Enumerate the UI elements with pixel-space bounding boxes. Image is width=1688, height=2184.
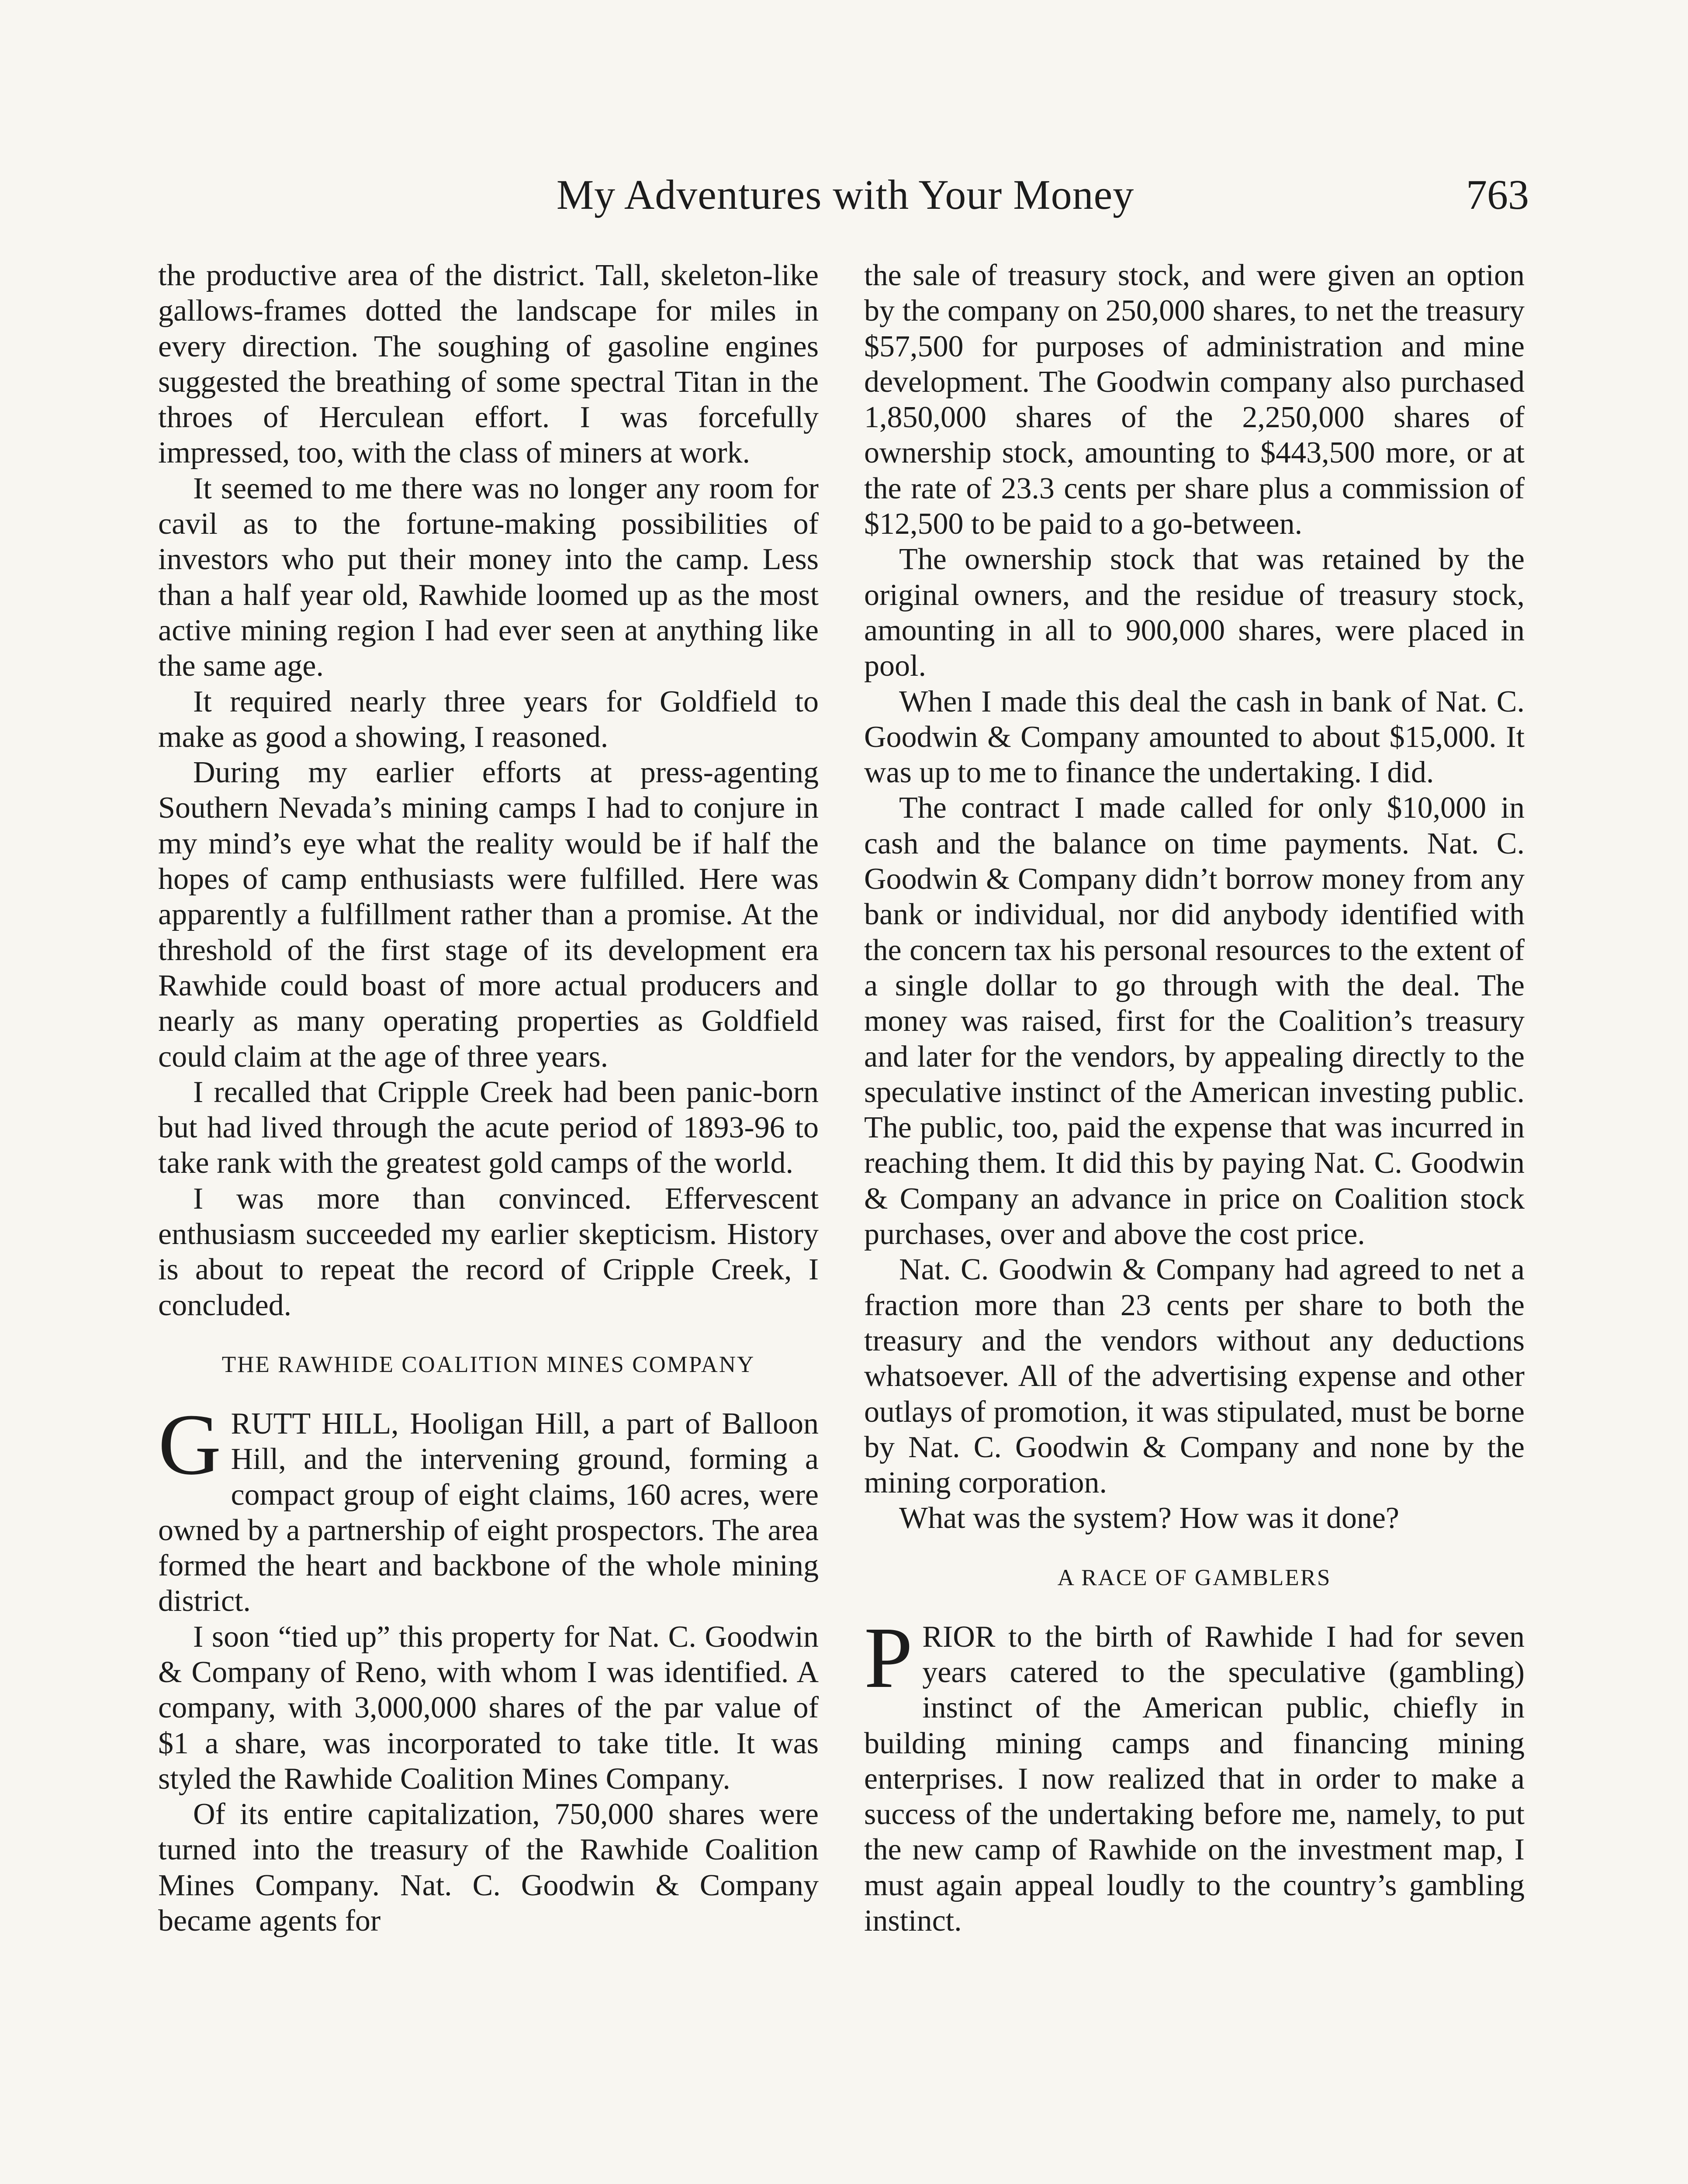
running-title: My Adventures with Your Money bbox=[556, 171, 1135, 218]
drop-cap: G bbox=[158, 1396, 221, 1493]
paragraph: What was the system? How was it done? bbox=[899, 1501, 1399, 1535]
paragraph: During my earlier efforts at press-agenting Southern Nevada’s mining camps I had to conjure in my mind’s eye what the reality would be if half the hopes of camp enthusiasts were fulfilled. Here was apparently a fulfillment rather than a promise. At the threshold of the first stage of its development era Rawhide could boast of more actual producers and nearly as many operating properties as Goldfield could claim at the age of three years. bbox=[158, 756, 819, 1074]
paragraph: It required nearly three years for Goldfield to make as good a showing, I reasoned. bbox=[158, 684, 819, 754]
running-header bbox=[162, 170, 1529, 227]
paragraph: The ownership stock that was retained by the original owners, and the residue of treasury stock, amounting in all to 900,000 shares, were placed in pool. bbox=[864, 543, 1525, 683]
section-heading: THE RAWHIDE COALITION MINES COMPANY bbox=[221, 1351, 755, 1377]
right-column bbox=[864, 258, 1525, 1939]
paragraph: I was more than convinced. Effervescent enthusiasm succeeded my earlier skepticism. History is about to repeat the record of Cripple Creek, I concluded. bbox=[158, 1182, 819, 1322]
paragraph bbox=[864, 1609, 1525, 1939]
paragraph: I recalled that Cripple Creek had been panic-born but had lived through the acute period of 1893-96 to take rank with the greatest gold camps of the world. bbox=[158, 1075, 819, 1180]
paragraph-text: RUTT HILL, Hooligan Hill, a part of Balloon Hill, and the intervening ground, forming a compact group of eight claims, 160 acres, were owned by a partnership of eight prospectors. The area formed the heart and backbone of the whole mining district. bbox=[158, 1406, 819, 1618]
section-heading: A RACE OF GAMBLERS bbox=[1057, 1565, 1332, 1590]
paragraph: When I made this deal the cash in bank of Nat. C. Goodwin & Company amounted to about $15,000. It was up to me to finance the undertaking. I did. bbox=[864, 684, 1525, 790]
paragraph: Of its entire capitalization, 750,000 shares were turned into the treasury of the Rawhide Coalition Mines Company. Nat. C. Goodwin & Company became agents for bbox=[158, 1797, 819, 1938]
paragraph: The contract I made called for only $10,000 in cash and the balance on time payments. Nat. C. Goodwin & Company didn’t borrow money from any bank or individual, nor did anybody identified with the concern tax his personal resources to the extent of a single dollar to go through with the deal. The money was raised, first for the Coalition’s treasury and later for the vendors, by appealing directly to the speculative instinct of the American investing public. The public, too, paid the expense that was incurred in reaching them. It did this by paying Nat. C. Goodwin & Company an advance in price on Coalition stock purchases, over and above the cost price. bbox=[864, 791, 1525, 1251]
left-column bbox=[158, 258, 819, 1939]
drop-cap: P bbox=[864, 1609, 913, 1706]
paragraph-text: RIOR to the birth of Rawhide I had for seven years catered to the speculative (gambling) instinct of the American public, chiefly in building mining camps and financing mining enterprises. I now realized that in order to make a success of the undertaking before me, namely, to put the new camp of Rawhide on the investment map, I must again appeal loudly to the country’s gambling instinct. bbox=[864, 1620, 1525, 1938]
paragraph: Nat. C. Goodwin & Company had agreed to net a fraction more than 23 cents per share to both the treasury and the vendors without any deductions whatsoever. All of the advertising expense and other outlays of promotion, it was stipulated, must be borne by Nat. C. Goodwin & Company and none by the mining corporation. bbox=[864, 1253, 1525, 1500]
paragraph: the sale of treasury stock, and were given an option by the company on 250,000 shares, to net the treasury $57,500 for purposes of administration and mine development. The Goodwin company also purchased 1,850,000 shares of the 2,250,000 shares of ownership stock, amounting to $443,500 more, or at the rate of 23.3 cents per share plus a commission of $12,500 to be paid to a go-between. bbox=[864, 259, 1525, 541]
paragraph: I soon “tied up” this property for Nat. C. Goodwin & Company of Reno, with whom I was identified. A company, with 3,000,000 shares of the par value of $1 a share, was incorporated to take title. It was styled the Rawhide Coalition Mines Company. bbox=[158, 1620, 819, 1796]
page-number: 763 bbox=[1466, 171, 1529, 218]
paragraph: It seemed to me there was no longer any room for cavil as to the fortune-making possibilities of investors who put their money into the camp. Less than a half year old, Rawhide loomed up as the most active mining region I had ever seen at anything like the same age. bbox=[158, 471, 819, 683]
paragraph bbox=[158, 1396, 819, 1619]
paragraph: the productive area of the district. Tall, skeleton-like gallows-frames dotted the landscape for miles in every direction. The soughing of gasoline engines suggested the breathing of some spectral Titan in the throes of Herculean effort. I was forcefully impressed, too, with the class of miners at work. bbox=[158, 259, 819, 470]
